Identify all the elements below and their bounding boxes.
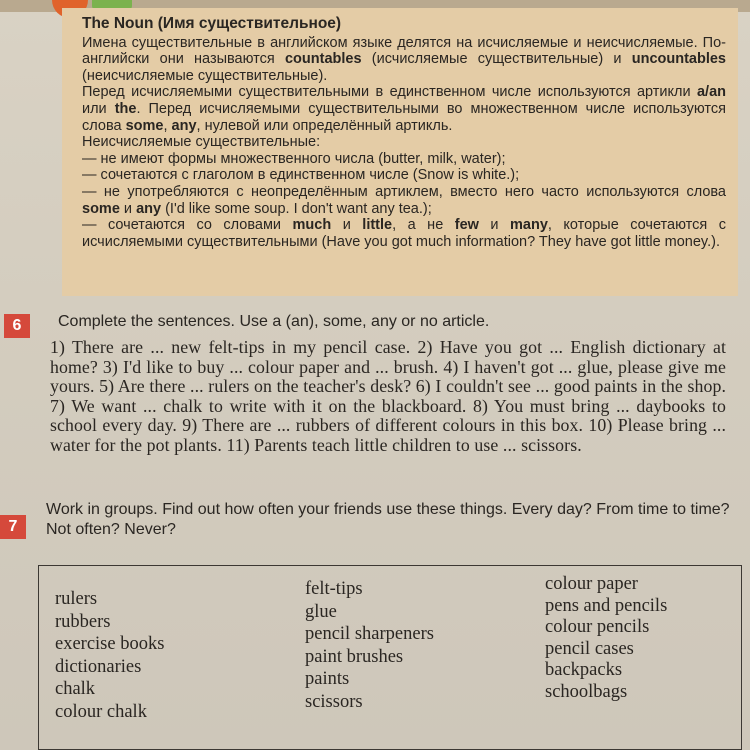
word-item: chalk (55, 679, 96, 699)
word-column-2 (305, 578, 434, 713)
rule-paragraph-1: Имена существительные в английском языке делятся на исчисляемые и неисчисляемые. По-английски они называются countables (исчисляемые существительные) и uncountables (неисчисляемые существительные). (82, 34, 726, 84)
word-item: colour chalk (55, 701, 147, 722)
word-item: exercise books (55, 634, 165, 654)
word-item: colour pencils (545, 617, 650, 637)
word-item: pens and pencils (545, 595, 668, 616)
exercise-7-instruction: Work in groups. Find out how often your friends use these things. Every day? From time to time? Not often? Never? (46, 501, 730, 538)
uncountable-heading: Неисчисляемые существительные: (82, 134, 321, 151)
word-item: schoolbags (545, 681, 628, 702)
word-item: rubbers (55, 611, 111, 632)
rule-item: — не имеют формы множественного числа (butter, milk, water); (82, 150, 506, 167)
exercise-6-instruction: Complete the sentences. Use a (an), some, any or no article. (58, 313, 490, 330)
uncountable-rules-list (82, 151, 726, 251)
word-item: paints (305, 669, 350, 689)
word-item: paint brushes (305, 646, 404, 667)
exercise-number-badge: 6 (4, 314, 30, 338)
word-item: felt-tips (305, 579, 363, 599)
word-column-3 (545, 574, 667, 703)
rule-paragraph-2: Перед исчисляемыми существительными в единственном числе используются артикли a/an или the. Перед исчисляемыми существительными во множественном числе используются слова some, any, нулевой или определённый артикль. (82, 84, 726, 134)
rule-item: — сочетаются со словами much и little, а не few и many, которые сочетаются с исчисляемыми существительными (Have you got much information? They have got little money.). (82, 217, 726, 250)
grammar-rule-box (62, 8, 738, 296)
word-item: pencil cases (545, 638, 634, 659)
rule-item: — сочетаются с глаголом в единственном числе (Snow is white.); (82, 167, 520, 184)
rule-title: The Noun (Имя существительное) (82, 15, 342, 32)
word-item: colour paper (545, 574, 638, 594)
word-item: dictionaries (55, 656, 142, 677)
word-item: rulers (55, 589, 98, 609)
word-column-1 (55, 588, 164, 723)
exercise-6-text: 1) There are ... new felt-tips in my pencil case. 2) Have you got ... English dictionary at home? 3) I'd like to buy ... colour paper and ... brush. 4) I haven't got ... glue, please give me yours. 5) Are there ... rulers on the teacher's desk? 6) I couldn't see ... good paints in the shop. 7) We want ... chalk to write with it on the blackboard. 8) You must bring ... daybooks to school every day. 9) There are ... rubbers of different colours in this box. 10) Please bring ... water for the pot plants. 11) Parents teach little children to use ... scissors. (50, 337, 726, 455)
word-item: scissors (305, 691, 363, 712)
word-item: backpacks (545, 660, 623, 680)
rule-item: — не употребляются с неопределённым артиклем, вместо него часто используются слова some и any (I'd like some soup. I don't want any tea.); (82, 183, 726, 217)
word-item: pencil sharpeners (305, 624, 434, 644)
exercise-number-badge: 7 (0, 515, 26, 539)
word-item: glue (305, 601, 337, 622)
